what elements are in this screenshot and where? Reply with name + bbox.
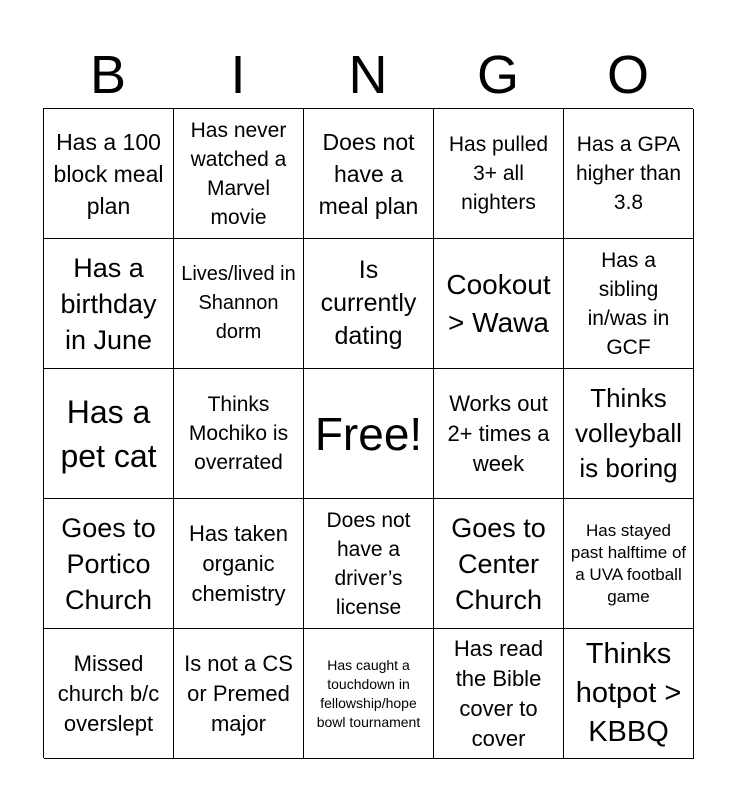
bingo-grid (43, 108, 693, 758)
cell-text: Works out 2+ times a week (447, 390, 550, 476)
header-letter-b: B (89, 45, 127, 105)
cell-text: Does not have a meal plan (318, 128, 419, 219)
bingo-cell[interactable] (304, 239, 434, 369)
free-space-text: Free! (314, 407, 423, 460)
bingo-cell[interactable] (434, 109, 564, 239)
header-letter-i: I (230, 45, 246, 105)
header-letter-n: N (348, 45, 388, 105)
cell-text: Has a 100 block meal plan (53, 128, 164, 219)
bingo-cell[interactable] (44, 239, 174, 369)
bingo-cell[interactable] (304, 629, 434, 759)
cell-text: Has a GPA higher than 3.8 (575, 133, 682, 214)
bingo-cell[interactable] (174, 109, 304, 239)
cell-text: Has pulled 3+ all nighters (448, 133, 549, 214)
cell-text: Missed church b/c overslept (57, 650, 160, 736)
bingo-cell[interactable] (434, 239, 564, 369)
bingo-cell[interactable] (564, 239, 694, 369)
bingo-cell[interactable] (44, 499, 174, 629)
bingo-cell[interactable] (564, 629, 694, 759)
cell-text: Lives/lived in Shannon dorm (181, 263, 296, 343)
bingo-cell[interactable] (564, 499, 694, 629)
cell-text: Has caught a touchdown in fellowship/hope bowl tournament (316, 656, 421, 730)
cell-text: Thinks Mochiko is overrated (188, 393, 289, 474)
bingo-cell[interactable] (174, 629, 304, 759)
bingo-cell[interactable] (174, 239, 304, 369)
bingo-cell[interactable] (564, 109, 694, 239)
bingo-cell-free[interactable] (304, 369, 434, 499)
cell-text: Does not have a driver’s license (326, 508, 411, 619)
cell-text: Has a pet cat (60, 393, 157, 474)
bingo-cell[interactable] (304, 109, 434, 239)
cell-text: Thinks volleyball is boring (575, 383, 682, 483)
bingo-cell[interactable] (44, 109, 174, 239)
cell-text: Goes to Center Church (451, 512, 546, 615)
cell-text: Cookout > Wawa (446, 268, 551, 338)
bingo-cell[interactable] (434, 369, 564, 499)
cell-text: Has taken organic chemistry (188, 520, 289, 606)
cell-text: Is currently dating (320, 256, 417, 350)
bingo-cell[interactable] (434, 499, 564, 629)
bingo-cell[interactable] (564, 369, 694, 499)
cell-text: Has stayed past halftime of a UVA football game (570, 520, 687, 606)
bingo-header (43, 42, 693, 108)
header-letter-o: O (606, 45, 649, 105)
header-letter-g: G (476, 45, 519, 105)
bingo-cell[interactable] (174, 369, 304, 499)
bingo-cell[interactable] (44, 629, 174, 759)
bingo-cell[interactable] (434, 629, 564, 759)
cell-text: Has read the Bible cover to cover (453, 635, 544, 751)
bingo-cell[interactable] (44, 369, 174, 499)
bingo-cell[interactable] (304, 499, 434, 629)
cell-text: Is not a CS or Premed major (184, 650, 293, 736)
cell-text: Has a birthday in June (60, 252, 157, 355)
cell-text: Goes to Portico Church (61, 512, 156, 615)
cell-text: Has never watched a Marvel movie (190, 118, 287, 229)
bingo-cell[interactable] (174, 499, 304, 629)
cell-text: Thinks hotpot > KBBQ (575, 638, 682, 748)
cell-text: Has a sibling in/was in GCF (587, 248, 670, 359)
